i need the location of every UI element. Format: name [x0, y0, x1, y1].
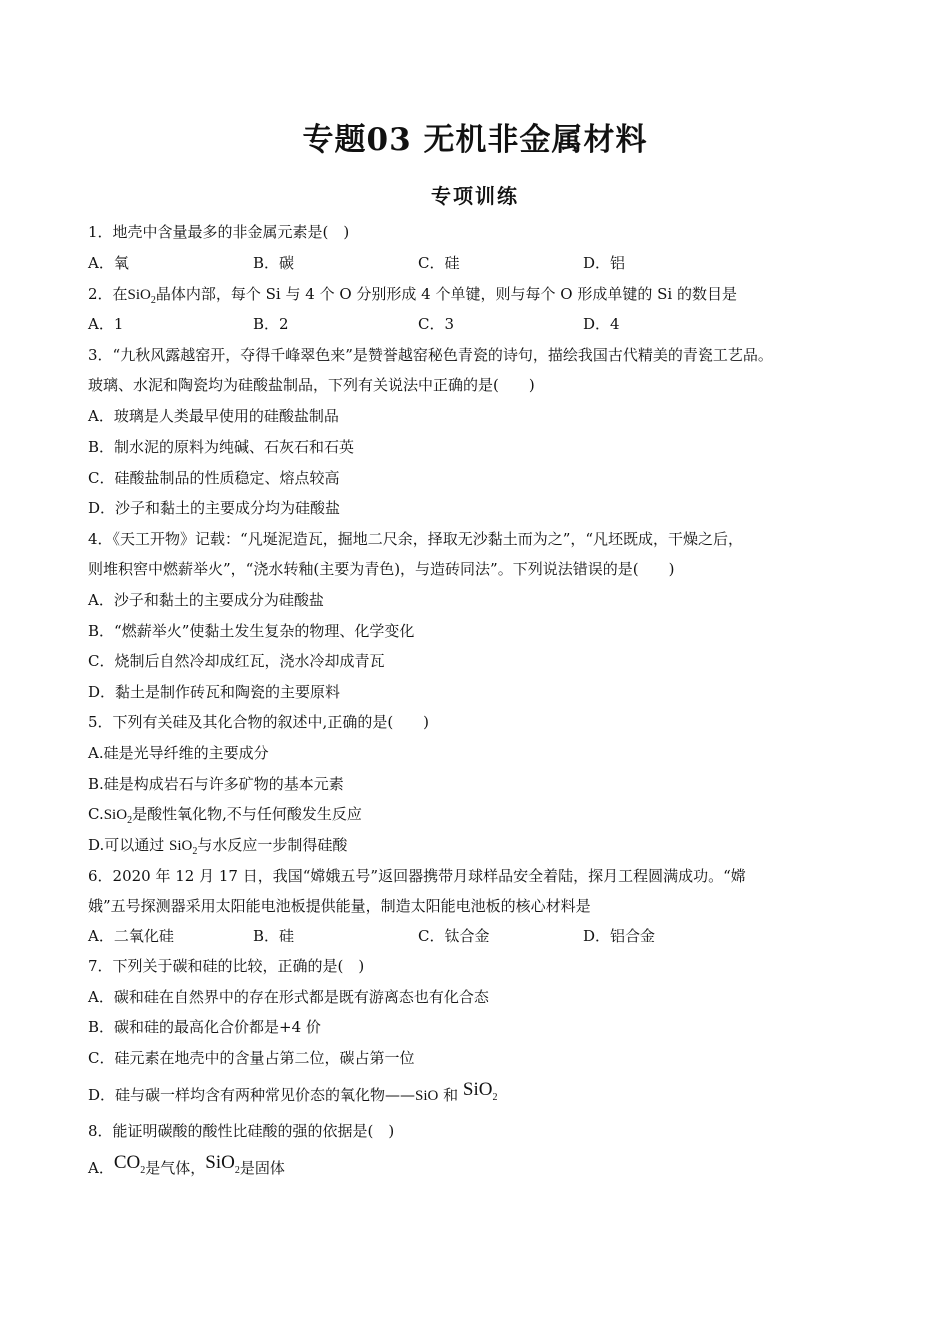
subscript-2: 2	[234, 1164, 240, 1176]
question-4-stem-line-2: 则堆积窖中燃薪举火”，“浇水转釉(主要为青色)，与造砖同法”。下列说法错误的是( )	[88, 560, 675, 578]
sio-text: SiO	[169, 838, 193, 854]
question-2-option-a: A．1	[88, 315, 124, 333]
question-4-option-c: C．烧制后自然冷却成红瓦，浇水冷却成青瓦	[88, 652, 385, 670]
subscript-2: 2	[127, 815, 133, 826]
question-6-option-d: D．铝合金	[583, 927, 656, 945]
question-4-option-b: B．“燃薪举火”使黏土发生复杂的物理、化学变化	[88, 622, 415, 640]
question-2-stem-suffix: 晶体内部，每个 Si 与 4 个 O 分别形成 4 个单键，则与每个 O 形成单键的 Si 的数目是	[155, 285, 737, 303]
subscript-2: 2	[492, 1091, 498, 1103]
sio-text: SiO	[462, 1079, 493, 1100]
sio-text: SiO	[127, 287, 151, 303]
question-7-option-b: B．碳和硅的最高化合价都是+4 价	[88, 1018, 321, 1036]
co2-formula	[113, 1152, 146, 1176]
question-3-option-b: B．制水泥的原料为纯碱、石灰石和石英	[88, 438, 355, 456]
section-subtitle: 专项训练	[431, 184, 519, 208]
question-5-option-d	[88, 834, 347, 863]
sio-formula: SiO	[415, 1088, 439, 1104]
question-2-stem	[88, 283, 737, 312]
question-5-stem: 5．下列有关硅及其化合物的叙述中,正确的是( )	[88, 713, 430, 731]
question-2-option-b: B．2	[253, 315, 289, 333]
question-5-option-a: A.硅是光导纤维的主要成分	[88, 744, 269, 762]
question-7-stem: 7．下列关于碳和硅的比较，正确的是( )	[88, 957, 365, 975]
question-2-option-c: C．3	[418, 315, 455, 333]
question-2-option-d: D．4	[583, 315, 620, 333]
option-d-text: 与水反应一步制得硅酸	[197, 836, 348, 854]
sio2-formula	[462, 1079, 498, 1103]
question-5-option-b: B.硅是构成岩石与许多矿物的基本元素	[88, 775, 344, 793]
option-d-label: D.可以通过	[88, 836, 170, 854]
question-1-option-a: A．氧	[88, 254, 129, 272]
option-c-label: C.	[88, 805, 104, 823]
conjunction-text: 和	[438, 1086, 463, 1104]
co-text: CO	[113, 1152, 141, 1173]
question-6-option-b: B．硅	[253, 927, 295, 945]
question-2-stem-prefix: 2．在	[88, 285, 128, 303]
subscript-2: 2	[150, 295, 156, 306]
question-5-option-c	[88, 803, 362, 832]
question-1-option-c: C．硅	[418, 254, 460, 272]
subscript-2: 2	[192, 846, 198, 857]
question-1-stem: 1．地壳中含量最多的非金属元素是( )	[88, 223, 350, 241]
sio2-formula	[127, 287, 156, 306]
question-3-stem-line-2: 玻璃、水泥和陶瓷均为硅酸盐制品，下列有关说法中正确的是( )	[88, 376, 535, 394]
sio2-formula	[169, 838, 198, 857]
question-6-option-c: C．钛合金	[418, 927, 490, 945]
question-4-option-d: D．黏土是制作砖瓦和陶瓷的主要原料	[88, 683, 341, 701]
question-3-option-c: C．硅酸盐制品的性质稳定、熔点较高	[88, 469, 340, 487]
question-6-option-a: A．二氧化硅	[88, 927, 174, 945]
question-8-option-a	[88, 1152, 285, 1187]
option-c-text: 是酸性氧化物,不与任何酸发生反应	[132, 805, 362, 823]
question-7-option-a: A．碳和硅在自然界中的存在形式都是既有游离态也有化合态	[88, 988, 489, 1006]
question-3-option-d: D．沙子和黏土的主要成分均为硅酸盐	[88, 499, 341, 517]
question-8-stem: 8．能证明碳酸的酸性比硅酸的强的依据是( )	[88, 1122, 395, 1140]
option-d-text: D．硅与碳一样均含有两种常见价态的氧化物——	[88, 1086, 416, 1104]
question-1-option-d: D．铝	[583, 254, 626, 272]
question-4-stem-line-1: 4．《天工开物》记载：“凡埏泥造瓦，掘地二尺余，择取无沙黏土而为之”，“凡坯既成，干燥之后，	[88, 530, 744, 548]
question-6-stem-line-2: 娥”五号探测器采用太阳能电池板提供能量，制造太阳能电池板的核心材料是	[88, 897, 591, 915]
sio2-formula	[205, 1152, 240, 1176]
option-a-end-text: 是固体	[239, 1159, 285, 1177]
question-3-option-a: A．玻璃是人类最早使用的硅酸盐制品	[88, 407, 339, 425]
question-4-option-a: A．沙子和黏土的主要成分为硅酸盐	[88, 591, 324, 609]
question-3-stem-line-1: 3．“九秋风露越窑开，夺得千峰翠色来”是赞誉越窑秘色青瓷的诗句，描绘我国古代精美的青瓷工艺品。	[88, 346, 773, 364]
question-7-option-d	[88, 1079, 498, 1114]
option-a-label: A．	[88, 1159, 114, 1177]
sio-text: SiO	[205, 1152, 235, 1173]
question-1-option-b: B．碳	[253, 254, 295, 272]
question-7-option-c: C．硅元素在地壳中的含量占第二位，碳占第一位	[88, 1049, 415, 1067]
question-6-stem-line-1: 6．2020 年 12 月 17 日，我国“嫦娥五号”返回器携带月球样品安全着陆，探月工程圆满成功。“嫦	[88, 867, 746, 885]
page-title: 专题03 无机非金属材料	[302, 122, 648, 158]
sio-text: SiO	[103, 807, 128, 823]
sio2-formula	[103, 807, 133, 826]
subscript-2: 2	[140, 1164, 146, 1176]
option-a-middle-text: 是气体，	[145, 1159, 206, 1177]
